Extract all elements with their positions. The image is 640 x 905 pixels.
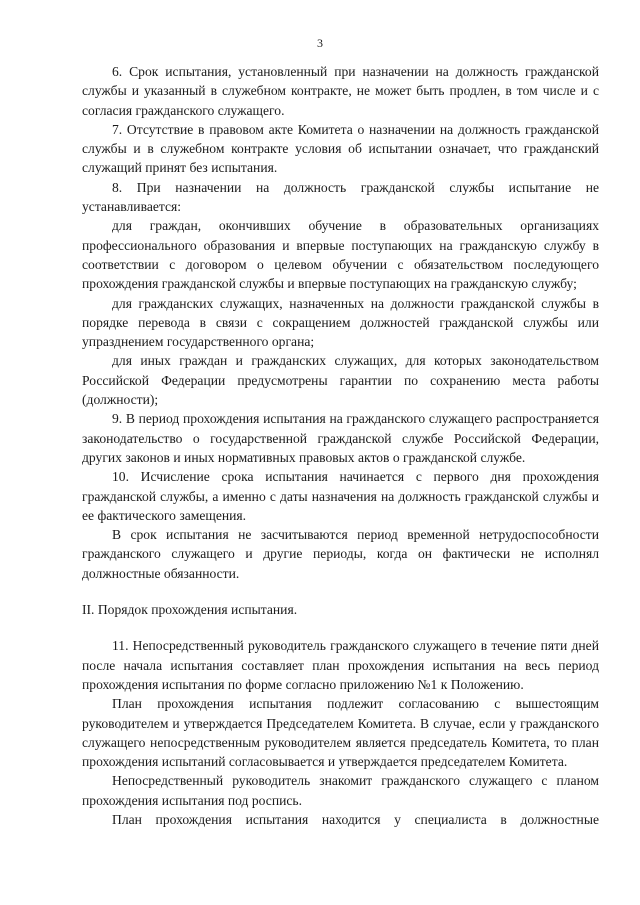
paragraph-8-item-1: для граждан, окончивших обучение в образовательных организациях профессионального образования и впервые поступающих на гражданскую службу в соответствии с договором о целевом обучении с обязательством последующего прохождения гражданской службы и впервые поступающих на гражданскую службу; bbox=[82, 218, 599, 292]
paragraph-8: 8. При назначении на должность гражданской службы испытание не устанавливается: bbox=[82, 179, 599, 215]
paragraph-10-note: В срок испытания не засчитываются период временной нетрудоспособности гражданского служащего и другие периоды, когда он фактически не исполнял должностные обязанности. bbox=[82, 527, 599, 581]
paragraph-8-item-2: для гражданских служащих, назначенных на должности гражданской службы в порядке перевода в связи с сокращением должностей гражданской службы или упразднением государственного органа; bbox=[82, 295, 599, 350]
paragraph-9: 9. В период прохождения испытания на гражданского служащего распространяется законодательство о государственной гражданской службе Российской Федерации, других законов и иных нормативных правовых актов о гражданской службе. bbox=[82, 411, 599, 465]
paragraph-10: 10. Исчисление срока испытания начинается с первого дня прохождения гражданской службы, а именно с даты назначения на должность гражданской службы и ее фактического замещения. bbox=[82, 469, 599, 523]
page-number: 3 bbox=[317, 36, 323, 50]
paragraph-6: 6. Срок испытания, установленный при назначении на должность гражданской службы и указанный в служебном контракте, не может быть продлен, в том числе и с согласия гражданского служащего. bbox=[82, 64, 599, 118]
paragraph-11-storage: План прохождения испытания находится у специалиста в должностные bbox=[112, 811, 599, 827]
paragraph-11: 11. Непосредственный руководитель гражданского служащего в течение пяти дней после начала испытания составляет план прохождения испытания на весь период прохождения испытания по форме согласно приложению №1 к Положению. bbox=[82, 638, 599, 692]
paragraph-11-approval: План прохождения испытания подлежит согласованию с вышестоящим руководителем и утверждается Председателем Комитета. В случае, если у гражданского служащего непосредственным руководителем является председатель Комитета, то план прохождения испытаний согласовывается и утверждается председателем Комитета. bbox=[82, 696, 599, 770]
paragraph-11-acquaint: Непосредственный руководитель знакомит гражданского служащего с планом прохождения испытания под роспись. bbox=[82, 773, 599, 808]
paragraph-8-item-3: для иных граждан и гражданских служащих, для которых законодательством Российской Федерации предусмотрены гарантии по сохранению места работы (должности); bbox=[82, 353, 599, 408]
paragraph-7: 7. Отсутствие в правовом акте Комитета о назначении на должность гражданской службы и в служебном контракте условия об испытании означает, что гражданский служащий принят без испытания. bbox=[82, 121, 599, 176]
section-title: II. Порядок прохождения испытания. bbox=[82, 602, 298, 618]
document-body bbox=[82, 62, 599, 829]
